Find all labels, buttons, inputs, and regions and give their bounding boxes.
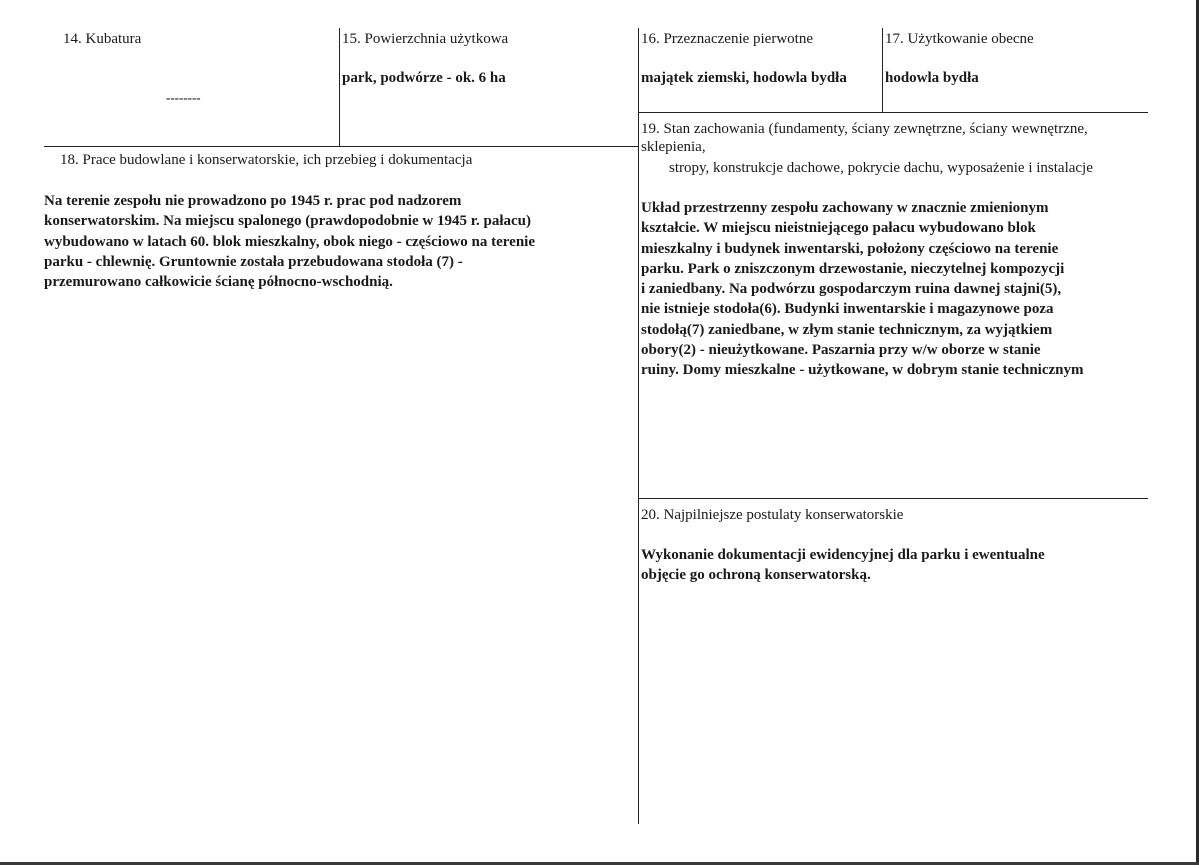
field-17-label: 17. Użytkowanie obecne <box>885 31 1034 47</box>
divider-15-16 <box>638 28 639 824</box>
field-16-value: majątek ziemski, hodowla bydła <box>641 70 847 86</box>
divider-14-15 <box>339 28 340 146</box>
divider-top-right <box>638 112 1148 113</box>
field-15-label: 15. Powierzchnia użytkowa <box>342 31 509 47</box>
divider-19-20 <box>638 498 1148 499</box>
field-17-value: hodowla bydła <box>885 70 979 86</box>
field-18-text: Na terenie zespołu nie prowadzono po 1945 r. prac pod nadzorem konserwatorskim. Na miejscu spalonego (prawdopodobnie w 1945 r. pałacu) wybudowano w latach 60. blok mieszkalny, obok niego - częściowo na terenie parku - chlewnię. Gruntownie została przebudowana stodoła (7) - przemurowano całkowicie ścianę północno-wschodnią. <box>44 193 535 291</box>
field-15-value: park, podwórze - ok. 6 ha <box>342 70 506 86</box>
divider-left-mid <box>44 146 638 147</box>
field-19-label: 19. Stan zachowania (fundamenty, ściany zewnętrzne, ściany wewnętrzne, sklepienia, <box>641 121 1088 155</box>
field-20-label: 20. Najpilniejsze postulaty konserwatorskie <box>641 507 904 523</box>
field-20-text: Wykonanie dokumentacji ewidencyjnej dla parku i ewentualne objęcie go ochroną konserwatorską. <box>641 547 1045 584</box>
field-14-value: -------- <box>166 90 201 105</box>
field-14-label: 14. Kubatura <box>63 31 142 47</box>
field-19-text: Układ przestrzenny zespołu zachowany w znacznie zmienionym kształcie. W miejscu nieistniejącego pałacu wybudowano blok mieszkalny i budynek inwentarski, położony częściowo na terenie parku. Park o zniszczonym drzewostanie, nieczytelnej kompozycji i zaniedbany. Na podwórzu gospodarczym ruina dawnej stajni(5), nie istnieje stodoła(6). Budynki inwentarskie i magazynowe poza stodołą(7) zaniedbane, w złym stanie technicznym, za wyjątkiem obory(2) - nieużytkowane. Paszarnia przy w/w oborze w stanie ruiny. Domy mieszkalne - użytkowane, w dobrym stanie technicznym <box>641 200 1084 379</box>
field-18-label: 18. Prace budowlane i konserwatorskie, ich przebieg i dokumentacja <box>60 152 473 168</box>
field-16-label: 16. Przeznaczenie pierwotne <box>641 31 813 47</box>
field-19-label-continued: stropy, konstrukcje dachowe, pokrycie dachu, wyposażenie i instalacje <box>669 160 1093 176</box>
divider-16-17 <box>882 28 883 112</box>
